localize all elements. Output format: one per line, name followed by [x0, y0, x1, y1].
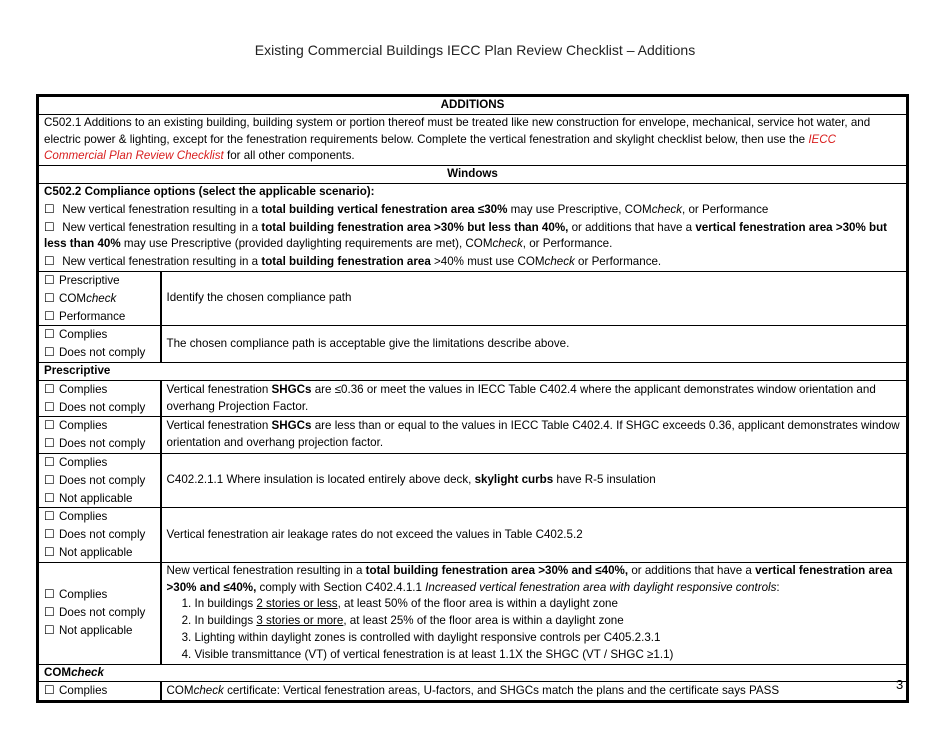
option-not-applicable[interactable]: ☐ Not applicable	[44, 490, 133, 505]
row4-requirement: Vertical fenestration air leakage rates do not exceed the values in Table C402.5.2	[161, 508, 908, 562]
windows-header: Windows	[38, 166, 908, 184]
row2-requirement: Vertical fenestration SHGCs are less than or equal to the values in IECC Table C402.4. If SHGC exceeds 0.36, applicant demonstrates window orientation and overhang projection factor.	[161, 417, 908, 454]
path-acceptable-requirement: The chosen compliance path is acceptable give the limitations describe above.	[161, 326, 908, 363]
scenario-1: ☐ New vertical fenestration resulting in a total building vertical fenestration area ≤30% may use Prescriptive, COMcheck, or Performance	[44, 201, 769, 216]
option-comcheck[interactable]: ☐ COMcheck	[44, 290, 117, 305]
row5-requirement: New vertical fenestration resulting in a total building fenestration area >30% and ≤40%, or additions that have a vertical fenestration area >30% and ≤40%, comply with Section C402.4.1.1 Increased vertical fenestration area with daylight responsive controls: 1. In buildings 2 stories or less, at least 50% of the floor area is within a daylight zone 2. In buildings 3 stories or more, at least 25% of the floor area is within a daylight zone 3. Lighting within daylight zones is controlled with daylight responsive controls per C405.2.3.1 4. Visible transmittance (VT) of vertical fenestration is at least 1.1X the SHGC (VT / SHGC ≥1.1)	[161, 562, 908, 664]
path-requirement: Identify the chosen compliance path	[161, 271, 908, 325]
option-prescriptive[interactable]: ☐ Prescriptive	[44, 272, 120, 287]
row3-requirement: C402.2.1.1 Where insulation is located entirely above deck, skylight curbs have R-5 insulation	[161, 453, 908, 507]
row1-options	[38, 380, 161, 417]
scenario-3-checkbox[interactable]: ☐	[44, 254, 55, 269]
comcheck-options	[38, 682, 161, 702]
comcheck-requirement: COMcheck certificate: Vertical fenestration areas, U-factors, and SHGCs match the plans and the certificate says PASS	[161, 682, 908, 702]
list-item: 1. In buildings 2 stories or less, at least 50% of the floor area is within a daylight zone	[195, 596, 902, 613]
option-does-not-comply[interactable]: ☐ Does not comply	[44, 527, 146, 542]
row4-options	[38, 508, 161, 562]
list-item: 2. In buildings 3 stories or more, at least 25% of the floor area is within a daylight zone	[195, 613, 902, 630]
row3-options	[38, 453, 161, 507]
compliance-options-heading: C502.2 Compliance options (select the applicable scenario):	[44, 184, 375, 198]
list-item: 3. Lighting within daylight zones is controlled with daylight responsive controls per C405.2.3.1	[195, 630, 902, 647]
option-complies[interactable]: ☐ Complies	[44, 381, 108, 396]
option-complies[interactable]: ☐ Complies	[44, 509, 108, 524]
option-does-not-comply[interactable]: ☐ Does not comply	[44, 605, 146, 620]
option-complies[interactable]: ☐ Complies	[44, 418, 108, 433]
row5-options	[38, 562, 161, 664]
path-options	[38, 271, 161, 325]
scenario-1-checkbox[interactable]: ☐	[44, 201, 55, 216]
scenario-3: ☐ New vertical fenestration resulting in a total building fenestration area >40% must use COMcheck or Performance.	[44, 254, 662, 269]
path-acceptable-options	[38, 326, 161, 363]
option-does-not-comply[interactable]: ☐ Does not comply	[44, 345, 146, 360]
commercial-checklist-link[interactable]: IECC Commercial Plan Review Checklist	[44, 132, 837, 163]
compliance-options-section	[38, 183, 908, 271]
option-does-not-comply[interactable]: ☐ Does not comply	[44, 472, 146, 487]
checklist-table	[36, 94, 909, 703]
list-item: 4. Visible transmittance (VT) of vertical fenestration is at least 1.1X the SHGC (VT / SHGC ≥1.1)	[195, 647, 902, 664]
scenario-2-checkbox[interactable]: ☐	[44, 219, 55, 234]
comcheck-header: COMcheck	[38, 664, 908, 682]
row1-requirement: Vertical fenestration SHGCs are ≤0.36 or meet the values in IECC Table C402.4 where the applicant demonstrates window orientation and overhang Projection Factor.	[161, 380, 908, 417]
option-not-applicable[interactable]: ☐ Not applicable	[44, 544, 133, 559]
option-performance[interactable]: ☐ Performance	[44, 308, 126, 323]
additions-intro: C502.1 Additions to an existing building, building system or portion thereof must be treated like new construction for envelope, mechanical, service hot water, and electric power & lighting, except for the fenestration requirements below. Complete the vertical fenestration and skylight checklist below, then use the IECC Commercial Plan Review Checklist for all other components.	[38, 114, 908, 165]
scenario-2: ☐ New vertical fenestration resulting in a total building fenestration area >30% but less than 40%, or additions that have a vertical fenestration area >30% but less than 40% may use Prescriptive (provided daylighting requirements are met), COMcheck, or Performance.	[44, 219, 888, 251]
option-complies[interactable]: ☐ Complies	[44, 327, 108, 342]
option-complies[interactable]: ☐ Complies	[44, 587, 108, 602]
page-number: 3	[896, 677, 904, 692]
prescriptive-header: Prescriptive	[38, 362, 908, 380]
daylight-requirements-list	[167, 596, 902, 663]
additions-header: ADDITIONS	[38, 96, 908, 115]
option-not-applicable[interactable]: ☐ Not applicable	[44, 623, 133, 637]
option-complies[interactable]: ☐ Complies	[44, 683, 108, 698]
row2-options	[38, 417, 161, 454]
option-does-not-comply[interactable]: ☐ Does not comply	[44, 436, 146, 451]
page-title: Existing Commercial Buildings IECC Plan Review Checklist – Additions	[254, 42, 696, 58]
option-complies[interactable]: ☐ Complies	[44, 454, 108, 469]
option-does-not-comply[interactable]: ☐ Does not comply	[44, 399, 146, 414]
